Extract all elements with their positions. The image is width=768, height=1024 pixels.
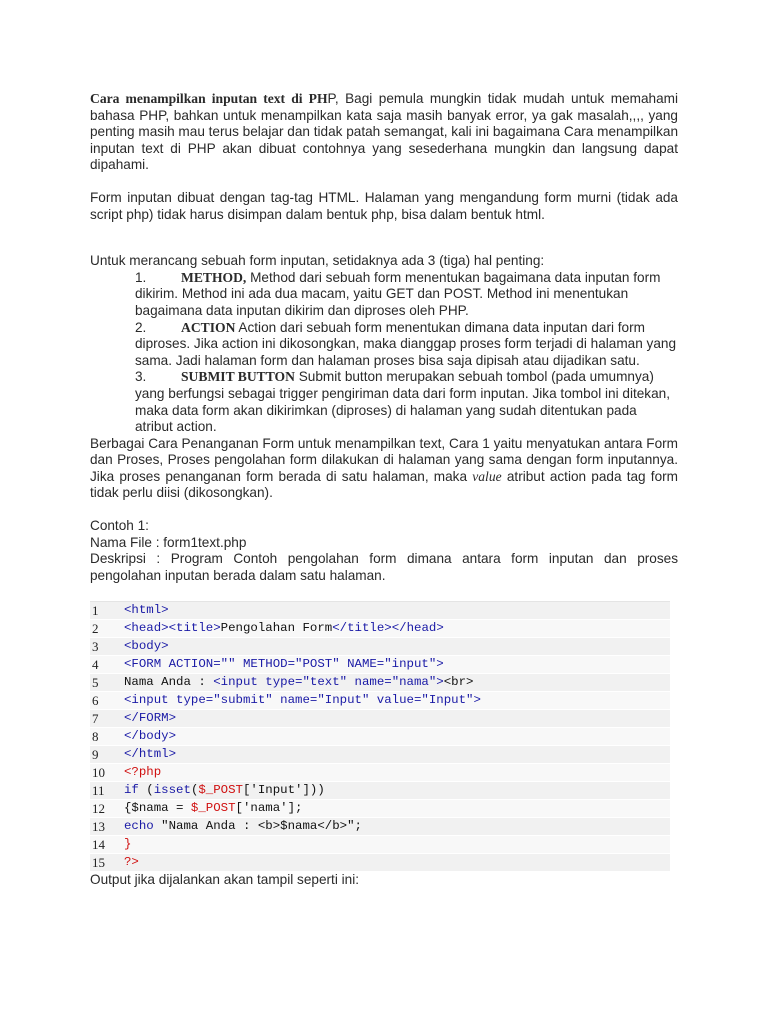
file-value: : form1text.php [151, 534, 247, 550]
line-number: 4 [90, 656, 122, 673]
line-number: 15 [90, 854, 122, 871]
list-term: SUBMIT BUTTON [181, 369, 295, 385]
code-line [90, 638, 670, 656]
code-token: </body> [124, 729, 177, 744]
code-source [122, 782, 670, 799]
code-source [122, 692, 670, 709]
code-source [122, 836, 670, 853]
code-token: <input type="submit" name="Input" value="Input"> [124, 693, 481, 708]
line-number: 1 [90, 602, 122, 619]
line-number: 2 [90, 620, 122, 637]
code-token: $_POST [190, 801, 236, 816]
code-source [122, 746, 670, 763]
list-item-action [135, 320, 678, 370]
list-number: 2. [135, 319, 147, 335]
code-source [122, 764, 670, 781]
list-text: Action dari sebuah form menentukan dimana data inputan dari form diproses. Jika action ini dikosongkan, maka dianggap proses form terjadi di halaman yang sama. Jadi halaman form dan halaman proses bisa saja dipisah atau dijadikan satu. [135, 319, 677, 368]
code-line [90, 602, 670, 620]
para3-text-before: Berbagai Cara Penanganan Form untuk menampilkan text, Cara 1 yaitu menyatukan antara Form dan Proses, Proses pengolahan form dilakukan di halaman yang sama dengan form inputannya. Jika proses penanganan form berada di satu halaman, maka [90, 435, 678, 484]
line-number: 13 [90, 818, 122, 835]
code-source [122, 818, 670, 835]
code-line [90, 728, 670, 746]
code-line [90, 800, 670, 818]
code-token: </html> [124, 747, 177, 762]
code-token: ( [190, 783, 199, 798]
line-number: 14 [90, 836, 122, 853]
code-token: echo [124, 819, 154, 834]
code-line [90, 854, 670, 872]
code-source [122, 656, 670, 673]
code-source [122, 638, 670, 655]
line-number: 8 [90, 728, 122, 745]
code-line [90, 836, 670, 854]
code-token: <?php [124, 765, 162, 780]
list-term: METHOD, [181, 269, 247, 285]
code-token: </title></head> [332, 621, 444, 636]
code-source [122, 674, 670, 691]
line-number: 5 [90, 674, 122, 691]
code-token: Nama Anda : [124, 675, 214, 690]
list-term: ACTION [181, 319, 236, 335]
code-token: <head><title> [124, 621, 221, 636]
code-token: <FORM ACTION="" METHOD="POST" NAME="input"> [124, 657, 444, 672]
line-number: 9 [90, 746, 122, 763]
code-source [122, 710, 670, 727]
code-source [122, 602, 670, 619]
intro-paragraph [90, 91, 678, 174]
code-line [90, 764, 670, 782]
code-line [90, 692, 670, 710]
desc-label: Deskripsi [90, 551, 146, 567]
code-line [90, 656, 670, 674]
line-number: 11 [90, 782, 122, 799]
list-number: 1. [135, 269, 147, 285]
code-line [90, 674, 670, 692]
code-token: <br> [443, 675, 474, 690]
line-number: 6 [90, 692, 122, 709]
code-source [122, 620, 670, 637]
code-source [122, 854, 670, 871]
example-file [90, 535, 678, 552]
intro-text: P, Bagi pemula mungkin tidak mudah untuk memahami bahasa PHP, bahkan untuk menampilkan kata saja masih banyak error, ya gak masalah,,,, yang penting masih mau terus belajar dan tidak patah semangat, kali ini bagaimana Cara menampilkan inputan text di PHP akan dibuat contohnya yang sesederhana mungkin dan langsung dapat dipahami. [90, 91, 679, 173]
code-token: ['Input'])) [243, 783, 325, 798]
line-number: 10 [90, 764, 122, 781]
code-token: ( [138, 783, 154, 798]
list-item-method [135, 270, 678, 320]
code-token: } [124, 837, 132, 852]
example-description [90, 551, 678, 584]
code-token: <input type="text" name="nama"> [213, 675, 444, 690]
list-number: 3. [135, 369, 147, 385]
code-block [90, 601, 670, 872]
list-text: Submit button merupakan sebuah tombol (pada umumnya) yang berfungsi sebagai trigger pengiriman data dari form inputan. Jika tombol ini ditekan, maka data form akan dikirimkan (diproses) di halaman yang sudah ditentukan pada atribut action. [135, 369, 670, 435]
code-line [90, 710, 670, 728]
line-number: 3 [90, 638, 122, 655]
code-line [90, 620, 670, 638]
code-line [90, 782, 670, 800]
code-source [122, 728, 670, 745]
important-list [90, 270, 678, 436]
code-token: ['nama']; [235, 801, 303, 816]
line-number: 12 [90, 800, 122, 817]
code-token: <body> [124, 639, 169, 654]
output-line: Output jika dijalankan akan tampil seperti ini: [90, 872, 360, 888]
code-token: isset [153, 783, 191, 798]
list-text: Method dari sebuah form menentukan bagaimana data inputan form dikirim. Method ini ada dua macam, yaitu GET dan POST. Method ini menentukan bagaimana data inputan dikirim dan diproses oleh PHP. [135, 269, 661, 318]
code-line [90, 746, 670, 764]
code-token: {$nama = [124, 801, 191, 816]
list-intro: Untuk merancang sebuah form inputan, setidaknya ada 3 (tiga) hal penting: [90, 253, 545, 269]
intro-bold-lead: Cara menampilkan inputan text di PH [90, 91, 328, 106]
line-number: 7 [90, 710, 122, 727]
code-token: $_POST [198, 783, 243, 798]
document-body [90, 91, 678, 903]
code-token: <html> [124, 603, 169, 618]
para3-text-after: atribut action pada tag form tidak perlu diisi (dikosongkan). [90, 468, 678, 501]
form-paragraph: Form inputan dibuat dengan tag-tag HTML. Halaman yang mengandung form murni (tidak ada script php) tidak harus disimpan dalam bentuk php, bisa dalam bentuk html. [90, 189, 678, 222]
code-line [90, 818, 670, 836]
code-token: ?> [124, 855, 139, 870]
list-item-submit-button [135, 369, 678, 435]
method-paragraph [90, 436, 678, 502]
code-token: Pengolahan Form [220, 621, 333, 636]
file-label: Nama File [90, 534, 152, 550]
code-token: if [124, 783, 139, 798]
code-token: </FORM> [124, 711, 177, 726]
code-source [122, 800, 670, 817]
para3-italic-value: value [472, 468, 502, 484]
example-title: Contoh 1: [90, 518, 149, 534]
desc-value: : Program Contoh pengolahan form dimana antara form inputan dan proses pengolahan inputan berada dalam satu halaman. [90, 551, 678, 583]
code-token: "Nama Anda : <b>$nama</b>"; [153, 819, 362, 834]
